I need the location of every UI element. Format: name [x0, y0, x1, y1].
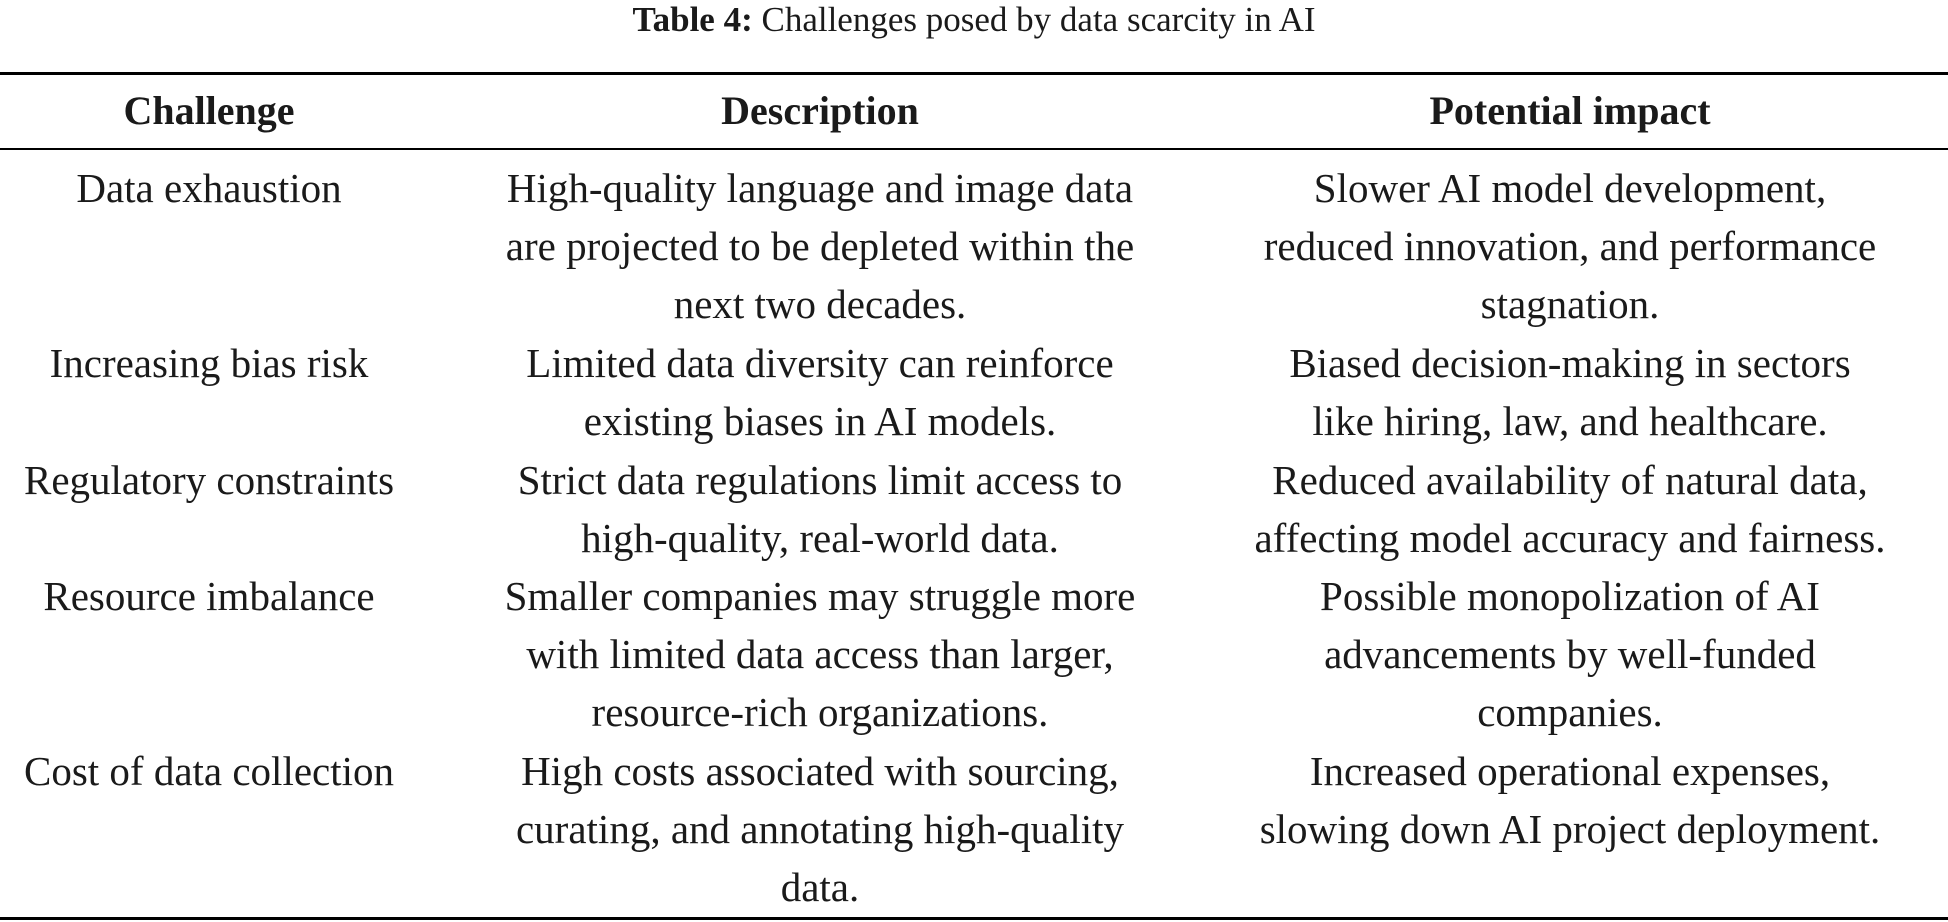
cell-description: Smaller companies may struggle more with limited data access than larger, resource-rich organizations.	[504, 573, 1136, 735]
table-caption	[0, 0, 1948, 44]
cell-impact: Slower AI model development, reduced innovation, and performance stagnation.	[1263, 165, 1877, 327]
cell-challenge: Resource imbalance	[43, 573, 375, 619]
header-challenge: Challenge	[123, 88, 295, 133]
cell-challenge: Increasing bias risk	[49, 340, 369, 386]
top-rule	[0, 72, 1948, 75]
cell-impact: Reduced availability of natural data, affecting model accuracy and fairness.	[1254, 457, 1886, 561]
table-number: Table 4:	[632, 0, 753, 39]
cell-description: Limited data diversity can reinforce existing biases in AI models.	[526, 340, 1114, 444]
header-description: Description	[721, 88, 919, 133]
cell-impact: Increased operational expenses, slowing down AI project deployment.	[1259, 748, 1881, 852]
cell-description: Strict data regulations limit access to high-quality, real-world data.	[517, 457, 1123, 561]
bottom-rule	[0, 917, 1948, 920]
header-potential-impact: Potential impact	[1429, 88, 1711, 133]
cell-challenge: Data exhaustion	[76, 165, 342, 211]
cell-challenge: Regulatory constraints	[23, 457, 395, 503]
table-title: Challenges posed by data scarcity in AI	[761, 0, 1316, 39]
header-rule	[0, 148, 1948, 150]
cell-description: High costs associated with sourcing, curating, and annotating high-quality data.	[515, 748, 1124, 910]
cell-description: High-quality language and image data are projected to be depleted within the next two decades.	[505, 165, 1135, 327]
cell-impact: Possible monopolization of AI advancements by well-funded companies.	[1320, 573, 1820, 735]
cell-challenge: Cost of data collection	[23, 748, 395, 794]
cell-impact: Biased decision-making in sectors like hiring, law, and healthcare.	[1289, 340, 1851, 444]
